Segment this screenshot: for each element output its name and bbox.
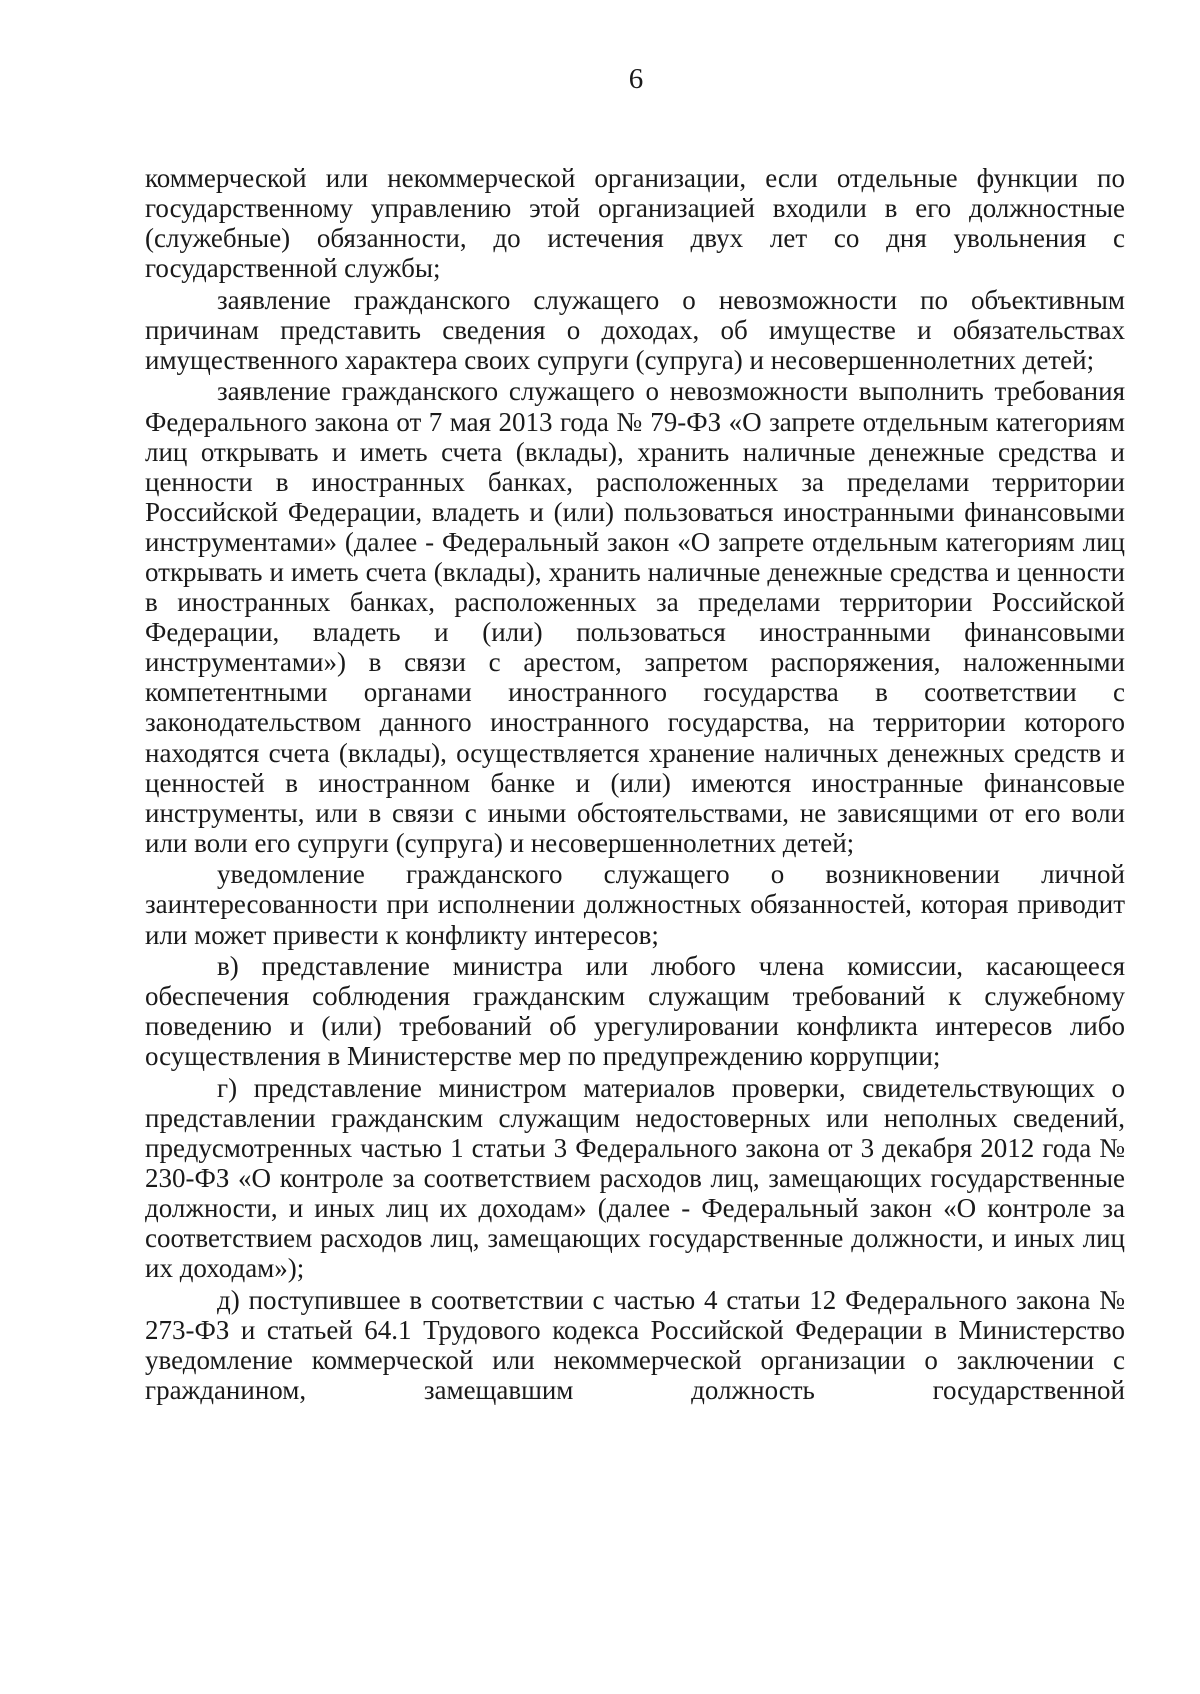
- paragraph-statement-objective-reasons: заявление гражданского служащего о невозможности по объективным причинам представить сведения о доходах, об имуществе и обязательствах имущественного характера своих супруги (супруга) и несовершеннолетних детей;: [145, 284, 1125, 375]
- paragraph-item-v: в) представление министра или любого члена комиссии, касающееся обеспечения соблюдения гражданским служащим требований к служебному поведению и (или) требований об урегулировании конфликта интересов либо осуществления в Министерстве мер по предупреждению коррупции;: [145, 951, 1125, 1072]
- page-number: 6: [628, 63, 644, 95]
- paragraph-continuation: коммерческой или некоммерческой организации, если отдельные функции по государственному управлению этой организацией входили в его должностные (служебные) обязанности, до истечения двух лет со дня увольнения с государственной службы;: [145, 163, 1125, 284]
- paragraph-item-g: г) представление министром материалов проверки, свидетельствующих о представлении гражданским служащим недостоверных или неполных сведений, предусмотренных частью 1 статьи 3 Федерального закона от 3 декабря 2012 года № 230-ФЗ «О контроле за соответствием расходов лиц, замещающих государственные должности, и иных лиц их доходам» (далее - Федеральный закон «О контроле за соответствием расходов лиц, замещающих государственные должности, и иных лиц их доходам»);: [145, 1072, 1125, 1284]
- paragraph-statement-foreign-accounts: заявление гражданского служащего о невозможности выполнить требования Федерального закона от 7 мая 2013 года № 79-ФЗ «О запрете отдельным категориям лиц открывать и иметь счета (вклады), хранить наличные денежные средства и ценности в иностранных банках, расположенных за пределами территории Российской Федерации, владеть и (или) пользоваться иностранными финансовыми инструментами» (далее - Федеральный закон «О запрете отдельным категориям лиц открывать и иметь счета (вклады), хранить наличные денежные средства и ценности в иностранных банках, расположенных за пределами территории Российской Федерации, владеть и (или) пользоваться иностранными финансовыми инструментами») в связи с арестом, запретом распоряжения, наложенными компетентными органами иностранного государства в соответствии с законодательством данного иностранного государства, на территории которого находятся счета (вклады), осуществляется хранение наличных денежных средств и ценностей в иностранном банке и (или) имеются иностранные финансовые инструменты, или в связи с иными обстоятельствами, не зависящими от его воли или воли его супруги (супруга) и несовершеннолетних детей;: [145, 376, 1125, 858]
- document-body: [145, 163, 1125, 1407]
- paragraph-item-d: д) поступившее в соответствии с частью 4 статьи 12 Федерального закона № 273-ФЗ и статьей 64.1 Трудового кодекса Российской Федерации в Министерство уведомление коммерческой или некоммерческой организации о заключении с гражданином, замещавшим должность государственной: [145, 1284, 1125, 1406]
- paragraph-notice-personal-interest: уведомление гражданского служащего о возникновении личной заинтересованности при исполнении должностных обязанностей, которая приводит или может привести к конфликту интересов;: [145, 859, 1125, 950]
